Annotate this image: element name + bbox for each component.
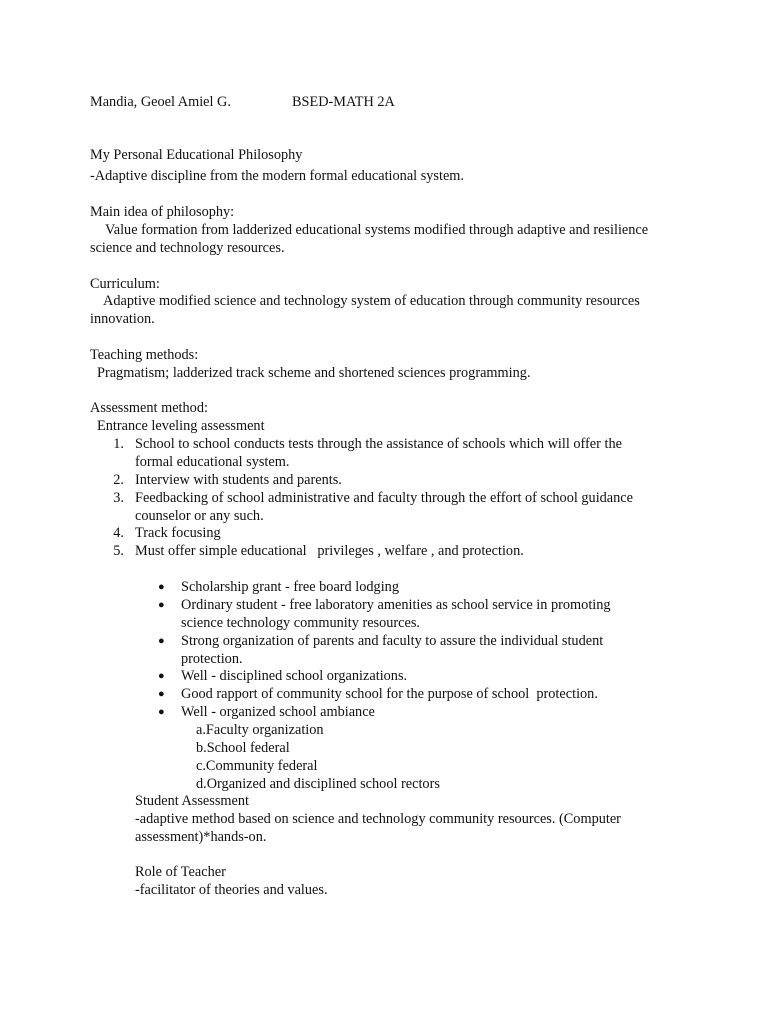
- bullet-item: science technology community resources.: [181, 615, 420, 631]
- bullet-item: Scholarship grant - free board lodging: [181, 579, 399, 595]
- student-assessment-heading: Student Assessment: [135, 793, 249, 809]
- student-assessment-line: assessment)*hands-on.: [135, 829, 267, 845]
- sub-item: d.Organized and disciplined school rectors: [196, 776, 440, 792]
- teacher-role-text: -facilitator of theories and values.: [135, 882, 328, 898]
- curriculum-line: Adaptive modified science and technology system of education through community resources: [103, 293, 640, 309]
- list-item: Track focusing: [135, 525, 221, 541]
- list-number: 3.: [113, 490, 124, 506]
- student-assessment-line: -adaptive method based on science and technology community resources. (Computer: [135, 811, 621, 827]
- list-number: 5.: [113, 543, 124, 559]
- sub-item: b.School federal: [196, 740, 290, 756]
- bullet-item: Well - disciplined school organizations.: [181, 668, 408, 684]
- main-idea-heading: Main idea of philosophy:: [90, 204, 235, 220]
- curriculum-heading: Curriculum:: [90, 276, 160, 292]
- list-number: 1.: [113, 436, 124, 452]
- sub-item: c.Community federal: [196, 758, 318, 774]
- bullet-item: Well - organized school ambiance: [181, 704, 375, 720]
- philosophy-statement: -Adaptive discipline from the modern formal educational system.: [90, 168, 464, 184]
- list-item: counselor or any such.: [135, 508, 264, 524]
- main-idea-line: Value formation from ladderized educational systems modified through adaptive and resilience: [105, 222, 649, 238]
- bullet-icon: ●: [158, 688, 165, 700]
- sub-item: a.Faculty organization: [196, 722, 324, 738]
- list-item: School to school conducts tests through the assistance of schools which will offer the: [135, 436, 622, 452]
- list-number: 4.: [113, 525, 124, 541]
- philosophy-heading: My Personal Educational Philosophy: [90, 147, 303, 163]
- teaching-heading: Teaching methods:: [90, 347, 199, 363]
- bullet-item: Good rapport of community school for the purpose of school protection.: [181, 686, 598, 702]
- bullet-icon: ●: [158, 599, 165, 611]
- teaching-text: Pragmatism; ladderized track scheme and shortened sciences programming.: [97, 365, 531, 381]
- list-item: Interview with students and parents.: [135, 472, 342, 488]
- bullet-item: protection.: [181, 651, 243, 667]
- assessment-heading: Assessment method:: [90, 400, 208, 416]
- list-item: Must offer simple educational privileges , welfare , and protection.: [135, 543, 524, 559]
- curriculum-line: innovation.: [90, 311, 155, 327]
- bullet-item: Ordinary student - free laboratory amenities as school service in promoting: [181, 597, 611, 613]
- assessment-subheading: Entrance leveling assessment: [97, 418, 265, 434]
- bullet-icon: ●: [158, 670, 165, 682]
- list-item: Feedbacking of school administrative and faculty through the effort of school guidance: [135, 490, 633, 506]
- bullet-icon: ●: [158, 706, 165, 718]
- list-number: 2.: [113, 472, 124, 488]
- bullet-icon: ●: [158, 635, 165, 647]
- bullet-item: Strong organization of parents and faculty to assure the individual student: [181, 633, 604, 649]
- bullet-icon: ●: [158, 581, 165, 593]
- teacher-role-heading: Role of Teacher: [135, 864, 226, 880]
- main-idea-line: science and technology resources.: [90, 240, 285, 256]
- author-name: Mandia, Geoel Amiel G.: [90, 94, 231, 110]
- course-section: BSED-MATH 2A: [292, 94, 395, 110]
- list-item: formal educational system.: [135, 454, 290, 470]
